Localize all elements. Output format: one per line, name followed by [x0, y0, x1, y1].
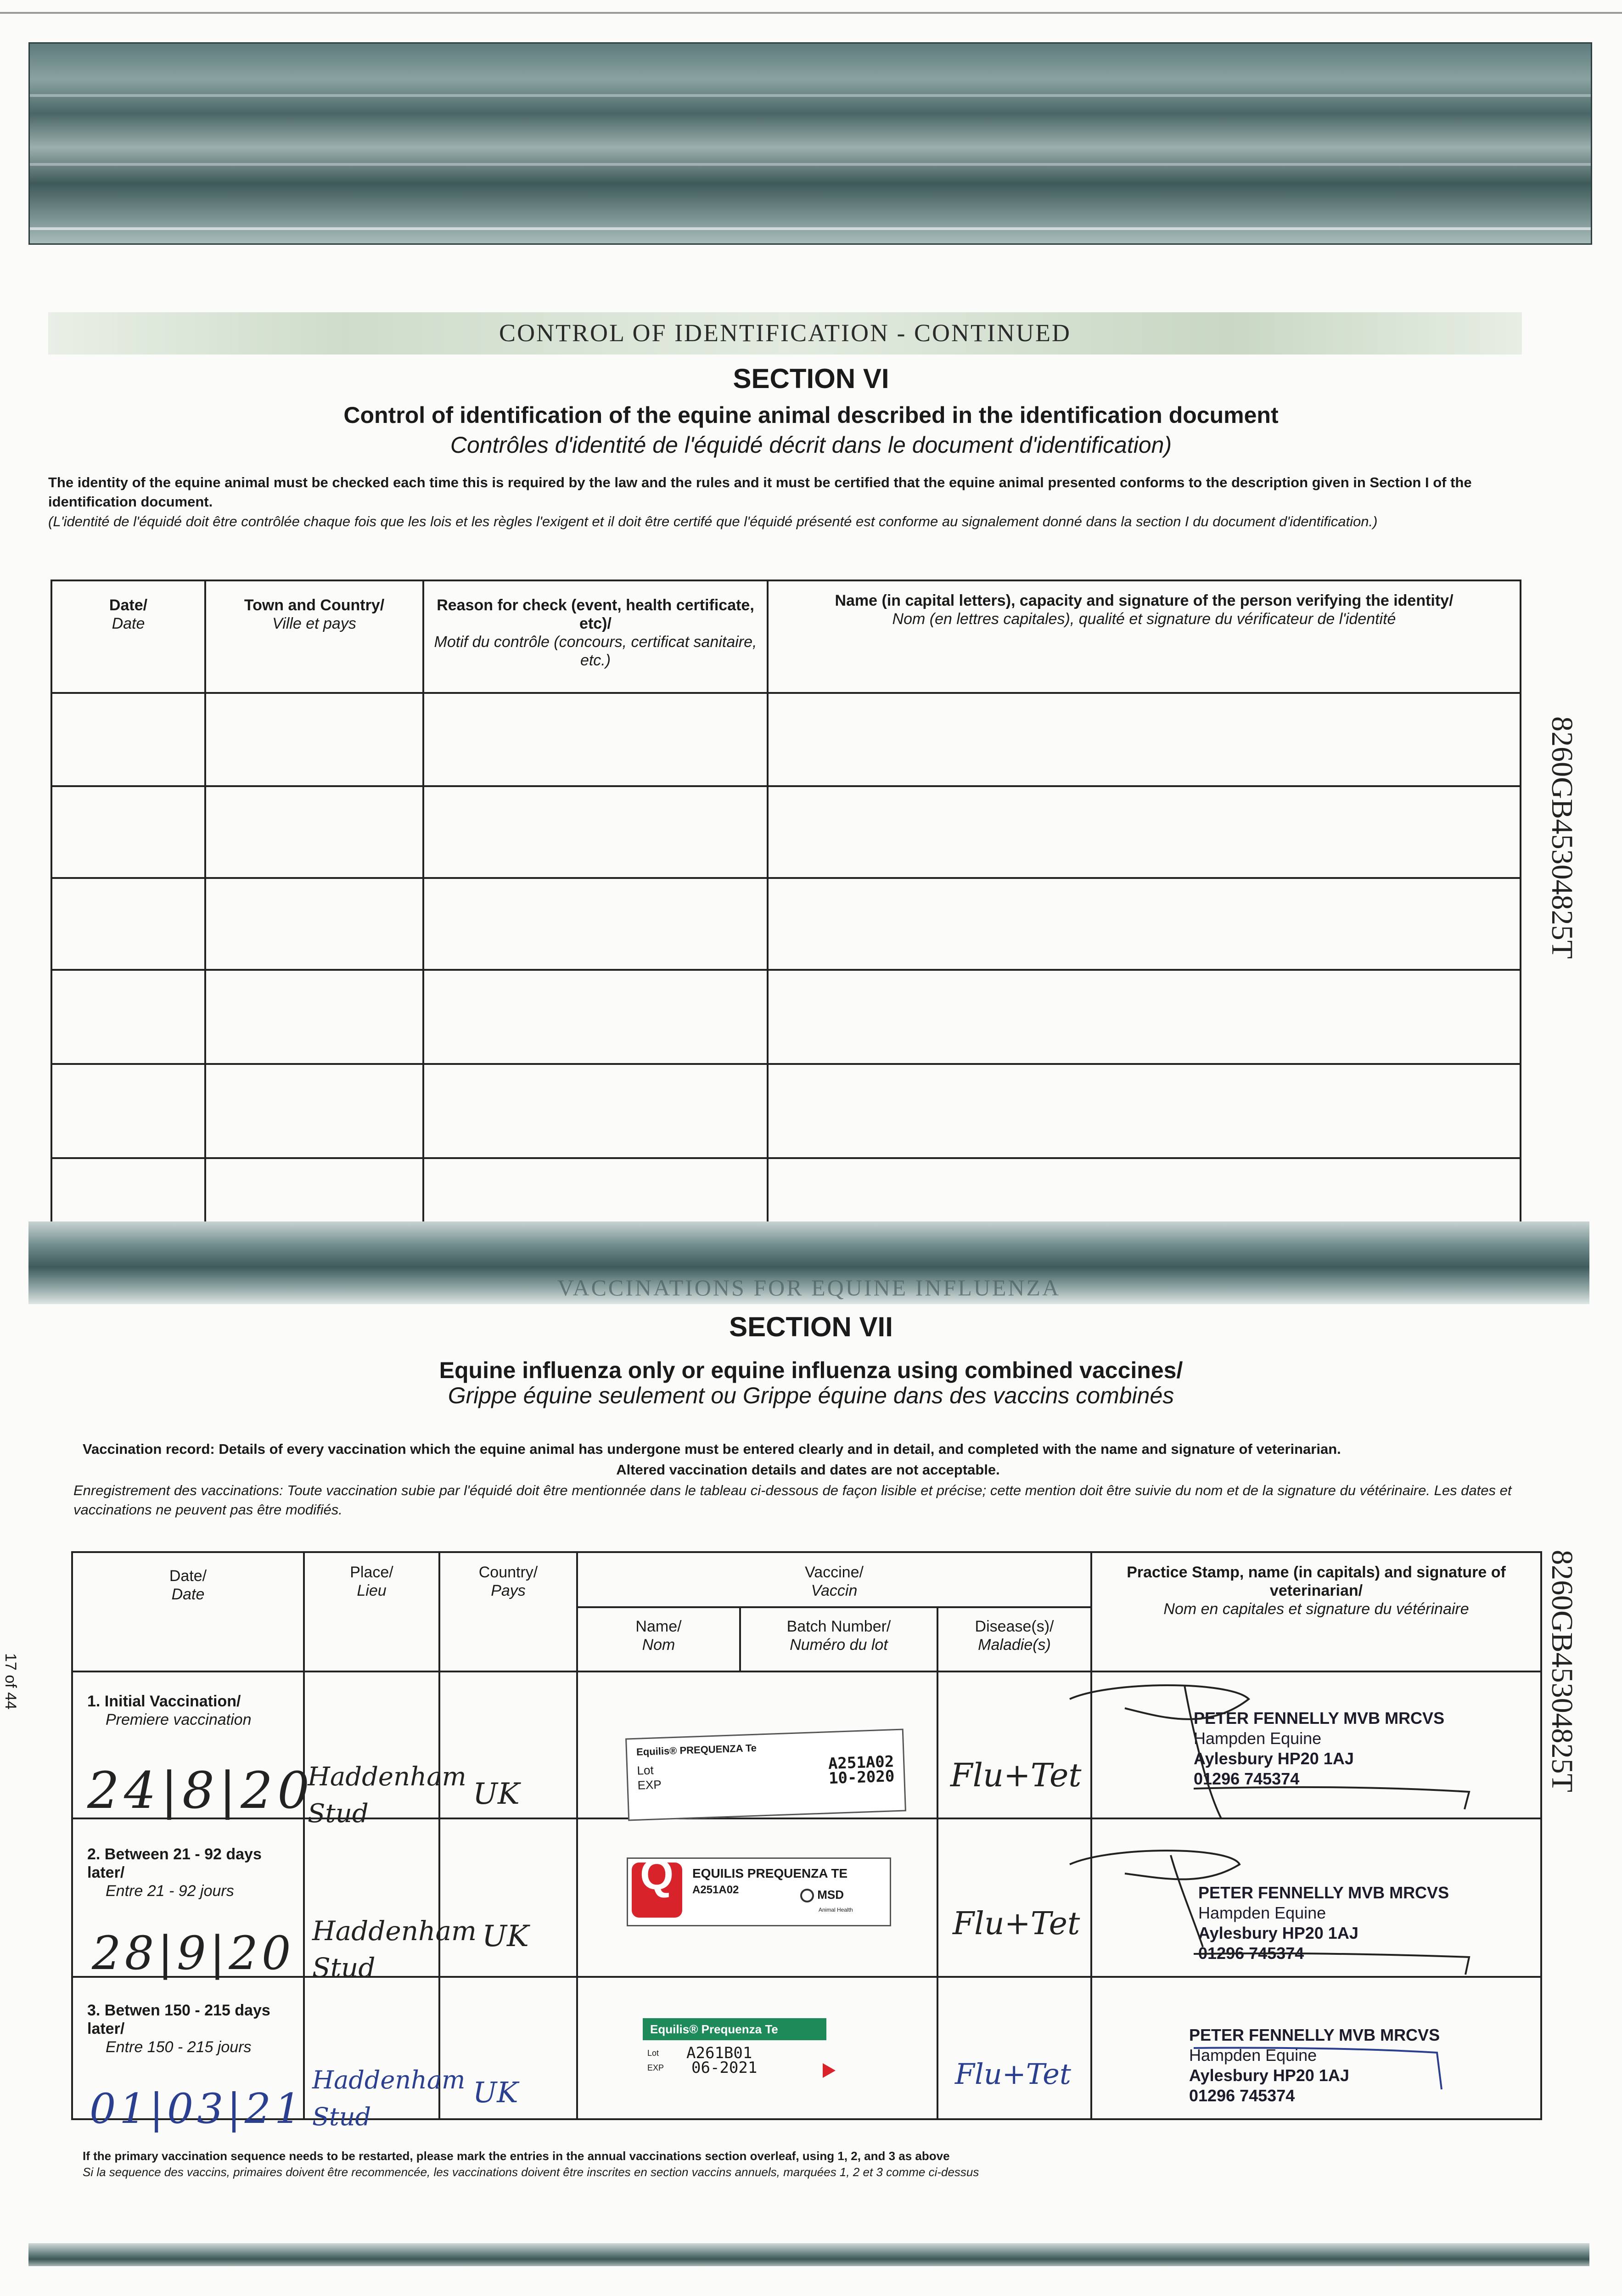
table-row: [51, 970, 1521, 1064]
section7-record-2: Altered vaccination details and dates are not acceptable.: [616, 1462, 1000, 1478]
row-2-disease: Flu+Tet: [953, 1906, 1080, 1942]
row-3-country: UK: [473, 2076, 518, 2109]
row-2-date: 28|9|20: [92, 1926, 295, 1980]
vet-signatures: [1056, 1671, 1515, 2140]
row-2-place: Haddenham Stud: [312, 1915, 477, 1983]
table-header-row: [72, 1552, 1541, 1607]
row-3-date: 01|03|21: [90, 2085, 305, 2133]
col-vaccine: Vaccine/ Vaccin: [577, 1552, 1091, 1607]
vet-stamp-3: PETER FENNELLY MVB MRCVS Hampden Equine Aylesbury HP20 1AJ 01296 745374: [1189, 2026, 1440, 2105]
msd-icon: [800, 1889, 814, 1902]
row-2-country: UK: [482, 1919, 529, 1953]
side-id-bottom: 8260GB45304825T: [1545, 1550, 1579, 1792]
vet-stamp-2: PETER FENNELLY MVB MRCVS Hampden Equine Aylesbury HP20 1AJ 01296 745374: [1198, 1883, 1449, 1963]
table-header-row: [51, 580, 1521, 693]
table-row: [51, 1064, 1521, 1158]
row-1-country: UK: [473, 1777, 520, 1811]
section7-record-fr: Enregistrement des vaccinations: Toute vaccination subie par l'équidé doit être mentionnée dans le tableau ci-dessous de façon lisible et précise; cette mention doit être suivie du nom et de la signature du vétérinaire. Les dates et vaccinations ne peuvent pas être modifiés.: [73, 1482, 1512, 1518]
scan-band-middle: [28, 1221, 1589, 1304]
scan-band-top: [28, 42, 1592, 245]
vaccine-sticker-1: Equilis® PREQUENZA Te Lot A251A02 EXP 10-2020: [625, 1728, 906, 1821]
msd-logo: MSD Animal Health: [800, 1887, 853, 1917]
col-country: Country/ Pays: [439, 1552, 577, 1671]
col-batch: Batch Number/ Numéro du lot: [740, 1607, 937, 1671]
row-1-disease: Flu+Tet: [950, 1756, 1082, 1794]
col-vet: Practice Stamp, name (in capitals) and signature of veterinarian/ Nom en capitales et signature du vétérinaire: [1091, 1552, 1541, 1671]
row-1-place: Haddenham Stud: [308, 1762, 466, 1829]
row-3-label: 3. Betwen 150 - 215 days later/ Entre 150 - 215 jours: [87, 2002, 270, 2056]
q-logo-icon: Q: [632, 1863, 682, 1918]
section6-intro: The identity of the equine animal must be checked each time this is required by the law and the rules and it must be certified that the equine animal presented conforms to the description given in Section I of the identification document.: [48, 474, 1472, 510]
vaccine-sticker-3: Equilis® Prequenza Te Lot A261B01 EXP 06-2021: [643, 2018, 826, 2082]
col-vaccine-name: Name/ Nom: [577, 1607, 740, 1671]
section6-banner: [48, 312, 1522, 355]
col-date: Date/ Date: [72, 1552, 304, 1671]
row-1-date: 24|8|20: [87, 1761, 314, 1820]
section7-banner: VACCINATIONS FOR EQUINE INFLUENZA: [557, 1275, 1061, 1300]
section7-title: Equine influenza only or equine influenza using combined vaccines/: [439, 1357, 1183, 1383]
col-reason: Reason for check (event, health certificate, etc)/ Motif du contrôle (concours, certificat sanitaire, etc.): [423, 580, 768, 693]
footnote-fr: Si la sequence des vaccins, primaires doivent être recommencée, les vaccinations doivent être inscrites en section vaccins annuels, marquées 1, 2 et 3 comme ci-dessus: [83, 2165, 979, 2179]
section6-banner-title: CONTROL OF IDENTIFICATION - CONTINUED: [499, 319, 1071, 347]
row-3-place: Haddenham Stud: [312, 2065, 466, 2131]
col-date: Date/ Date: [51, 580, 205, 693]
table-row: [51, 693, 1521, 786]
section6-title-fr: Contrôles d'identité de l'équidé décrit dans le document d'identification): [450, 432, 1172, 458]
table-row: [51, 1158, 1521, 1222]
col-disease: Disease(s)/ Maladie(s): [937, 1607, 1091, 1671]
col-place: Place/ Lieu: [304, 1552, 439, 1671]
top-edge-line: [0, 12, 1622, 14]
section7-record: Vaccination record: Details of every vaccination which the equine animal has undergone must be entered clearly and in detail, and completed with the name and signature of veterinarian.: [83, 1441, 1341, 1457]
section6-title: Control of identification of the equine animal described in the identification document: [343, 402, 1279, 428]
vaccine-sticker-2: Q EQUILIS PREQUENZA TE A251A02 MSD Animal Health: [627, 1857, 891, 1926]
identity-check-table: [51, 580, 1521, 1223]
row-3-disease: Flu+Tet: [955, 2057, 1071, 2091]
section6-intro-fr: (L'identité de l'équidé doit être contrôlée chaque fois que les lois et les règles l'exigent et il doit être certifé que l'équidé présenté est conforme au signalement donné dans la section I du document d'identification.): [48, 513, 1378, 529]
col-town-country: Town and Country/ Ville et pays: [205, 580, 423, 693]
row-2-label: 2. Between 21 - 92 days later/ Entre 21 - 92 jours: [87, 1846, 262, 1900]
section6-heading: SECTION VI: [733, 363, 889, 394]
row-1-label: 1. Initial Vaccination/ Premiere vaccination: [87, 1693, 252, 1728]
col-verifier: Name (in capital letters), capacity and signature of the person verifying the identity/ Nom (en lettres capitales), qualité et signature du vérificateur de l'identité: [768, 580, 1521, 693]
side-id-top: 8260GB45304825T: [1545, 716, 1579, 959]
section7-heading: SECTION VII: [729, 1311, 893, 1342]
scan-band-bottom: [28, 2243, 1589, 2266]
table-row: [51, 878, 1521, 970]
vet-stamp-1: PETER FENNELLY MVB MRCVS Hampden Equine Aylesbury HP20 1AJ 01296 745374: [1194, 1709, 1445, 1788]
red-tab-icon: [823, 2063, 836, 2078]
footnote: If the primary vaccination sequence needs to be restarted, please mark the entries in the annual vaccinations section overleaf, using 1, 2, and 3 as above: [83, 2149, 950, 2163]
section7-title-fr: Grippe équine seulement ou Grippe équine dans des vaccins combinés: [448, 1383, 1174, 1408]
page-number: 17 of 44: [2, 1653, 19, 1710]
table-row: [51, 786, 1521, 878]
